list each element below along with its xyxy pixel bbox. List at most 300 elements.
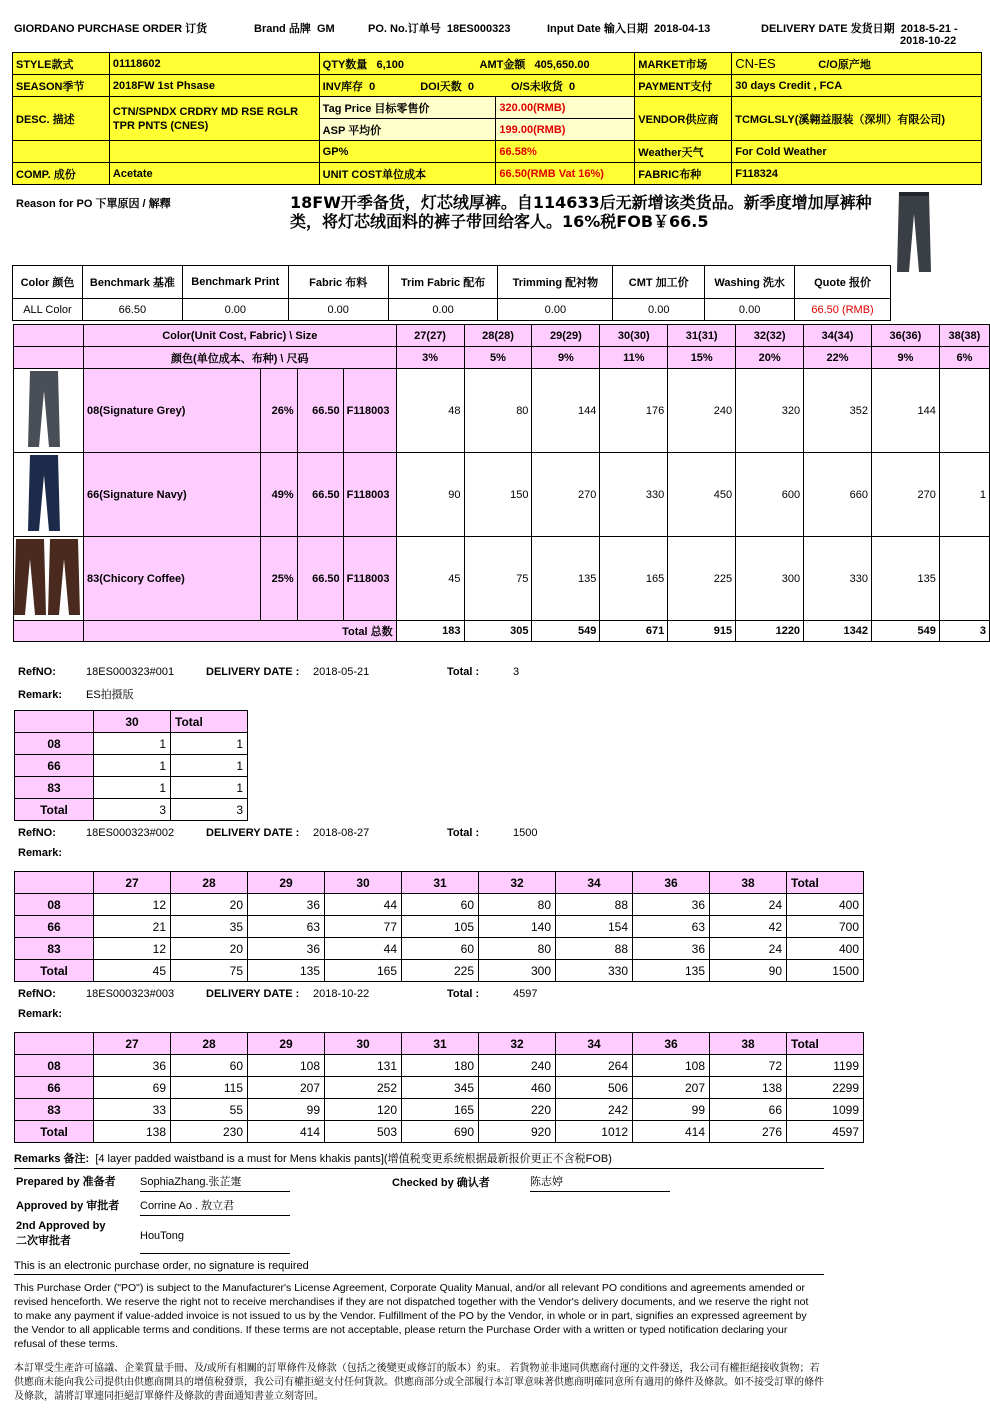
delivery-col-header: 32 bbox=[479, 1033, 556, 1055]
delivery-qty-cell: 66 bbox=[710, 1099, 787, 1121]
size-qty-cell: 176 bbox=[600, 369, 668, 453]
delivery-qty-cell: 1099 bbox=[787, 1099, 864, 1121]
delivery-qty-cell: 90 bbox=[710, 960, 787, 982]
brand-label: Brand 品牌 bbox=[254, 23, 311, 35]
delivery-row-label: 83 bbox=[15, 777, 94, 799]
delivery-qty-cell: 207 bbox=[633, 1077, 710, 1099]
size-header-cell: 30(30) bbox=[600, 325, 668, 347]
delivery-row bbox=[15, 1099, 864, 1121]
input-date-label: Input Date 输入日期 bbox=[547, 23, 648, 35]
cost-header-cell: CMT 加工价 bbox=[613, 266, 705, 299]
pant-image-icon bbox=[14, 369, 82, 449]
delivery-total-value: 4597 bbox=[513, 988, 538, 1000]
delivery-qty-cell: 42 bbox=[710, 916, 787, 938]
delivery-col-header: Total bbox=[171, 711, 248, 733]
delivery-col-header: 29 bbox=[248, 872, 325, 894]
reason-text: 18FW开季备货，灯芯绒厚裤。自114633后无新增该类货品。新季度增加厚裤种类，将灯芯绒面料的裤子带回给客人。16%税FOB￥66.5 bbox=[290, 193, 872, 231]
qty-label: QTY数量 bbox=[322, 58, 368, 71]
weather-value: For Cold Weather bbox=[732, 141, 982, 163]
delivery-col-header: 30 bbox=[325, 872, 402, 894]
color-name: 08(Signature Grey) bbox=[83, 369, 260, 453]
ratio-header-cell: 5% bbox=[464, 347, 532, 369]
ratio-header-cell: 9% bbox=[532, 347, 600, 369]
delivery-qty-cell: 138 bbox=[94, 1121, 171, 1143]
season-label: SEASON季节 bbox=[13, 75, 110, 97]
size-qty-cell: 1 bbox=[939, 453, 989, 537]
color-unit-cost: 66.50 bbox=[297, 369, 343, 453]
delivery-qty-cell: 1 bbox=[94, 755, 171, 777]
delivery-qty-cell: 154 bbox=[556, 916, 633, 938]
cost-header-cell: Washing 洗水 bbox=[705, 266, 795, 299]
delivery-row-label: Total bbox=[15, 1121, 94, 1143]
delivery-qty-cell: 276 bbox=[710, 1121, 787, 1143]
ref-label: RefNO: bbox=[18, 666, 56, 678]
ref-value: 18ES000323#002 bbox=[86, 827, 175, 839]
market-value: CN-ES bbox=[735, 55, 776, 71]
vendor-value: TCMGLSLY(溪翱益服装（深圳）有限公司) bbox=[732, 97, 982, 141]
delivery-qty-cell: 108 bbox=[633, 1055, 710, 1077]
amt-value: 405,650.00 bbox=[534, 58, 590, 71]
delivery-qty-cell: 99 bbox=[633, 1099, 710, 1121]
delivery-qty-cell: 165 bbox=[402, 1099, 479, 1121]
payment-value: 30 days Credit , FCA bbox=[732, 75, 982, 97]
delivery-col-header: 34 bbox=[556, 872, 633, 894]
comp-value: Acetate bbox=[109, 163, 319, 185]
corner-cell bbox=[15, 1033, 94, 1055]
season-value: 2018FW 1st Phsase bbox=[109, 75, 319, 97]
delivery-total-label: Total : bbox=[447, 827, 480, 839]
delivery-row bbox=[15, 777, 248, 799]
delivery-qty-cell: 700 bbox=[787, 916, 864, 938]
delivery-date-value: 2018-05-21 bbox=[313, 666, 370, 678]
delivery-qty-cell: 55 bbox=[171, 1099, 248, 1121]
total-label: Total 总数 bbox=[83, 621, 396, 642]
color-percent: 25% bbox=[260, 537, 297, 621]
delivery-qty-cell: 44 bbox=[325, 938, 402, 960]
delivery-row bbox=[15, 1121, 864, 1143]
delivery-header bbox=[18, 988, 618, 1000]
delivery-size-table bbox=[14, 710, 248, 821]
delivery-qty-cell: 20 bbox=[171, 894, 248, 916]
total-pink-cell bbox=[14, 621, 84, 642]
delivery-qty-cell: 36 bbox=[94, 1055, 171, 1077]
total-cell: 3 bbox=[939, 621, 989, 642]
pant-image-icon bbox=[14, 537, 82, 617]
os-value: 0 bbox=[569, 80, 576, 93]
pant-image-cell bbox=[14, 453, 84, 537]
size-qty-cell: 135 bbox=[871, 537, 939, 621]
remark-label: Remark: bbox=[18, 1008, 63, 1020]
delivery-qty-cell: 460 bbox=[479, 1077, 556, 1099]
delivery-row-label: 66 bbox=[15, 755, 94, 777]
delivery-qty-cell: 12 bbox=[94, 938, 171, 960]
unit-cost-value: 66.50(RMB Vat 16%) bbox=[496, 163, 635, 185]
delivery-row bbox=[15, 755, 248, 777]
remark-row bbox=[18, 686, 134, 702]
color-percent: 26% bbox=[260, 369, 297, 453]
delivery-qty-cell: 1500 bbox=[787, 960, 864, 982]
prepared-label: Prepared by 准备者 bbox=[16, 1176, 116, 1188]
delivery-size-table bbox=[14, 871, 864, 982]
delivery-date-start: 2018-5-21 - bbox=[900, 23, 958, 35]
delivery-date-field bbox=[761, 20, 958, 36]
delivery-row-label: 83 bbox=[15, 1099, 94, 1121]
tag-price-value: 320.00(RMB) bbox=[496, 97, 635, 119]
cost-breakdown-table bbox=[12, 265, 891, 321]
doi-value: 0 bbox=[467, 80, 475, 93]
remark-row bbox=[18, 847, 86, 859]
size-qty-cell: 48 bbox=[396, 369, 464, 453]
delivery-qty-cell: 414 bbox=[633, 1121, 710, 1143]
size-header-cell: 38(38) bbox=[939, 325, 989, 347]
delivery-qty-cell: 80 bbox=[479, 938, 556, 960]
color-row bbox=[14, 537, 990, 621]
delivery-qty-cell: 12 bbox=[94, 894, 171, 916]
remarks-label: Remarks 备注: bbox=[14, 1153, 90, 1165]
delivery-qty-cell: 99 bbox=[248, 1099, 325, 1121]
delivery-header-row bbox=[15, 1033, 864, 1055]
prepared-value: SophiaZhang.张芷寁 bbox=[140, 1173, 290, 1192]
delivery-date-label: DELIVERY DATE : bbox=[206, 666, 300, 678]
delivery-col-header: 28 bbox=[171, 872, 248, 894]
delivery-qty-cell: 60 bbox=[402, 938, 479, 960]
asp-value: 199.00(RMB) bbox=[496, 119, 635, 141]
size-qty-cell: 135 bbox=[532, 537, 600, 621]
size-qty-cell: 150 bbox=[464, 453, 532, 537]
delivery-qty-cell: 80 bbox=[479, 894, 556, 916]
size-qty-cell: 165 bbox=[600, 537, 668, 621]
delivery-col-header: 31 bbox=[402, 872, 479, 894]
delivery-qty-cell: 63 bbox=[248, 916, 325, 938]
delivery-qty-cell: 180 bbox=[402, 1055, 479, 1077]
delivery-qty-cell: 225 bbox=[402, 960, 479, 982]
approved2-label bbox=[16, 1220, 105, 1248]
size-qty-cell: 600 bbox=[736, 453, 804, 537]
delivery-qty-cell: 75 bbox=[171, 960, 248, 982]
qty-value: 6,100 bbox=[376, 58, 404, 71]
delivery-qty-cell: 230 bbox=[171, 1121, 248, 1143]
delivery-qty-cell: 33 bbox=[94, 1099, 171, 1121]
delivery-header-row bbox=[15, 872, 864, 894]
size-qty-cell bbox=[939, 369, 989, 453]
image-header bbox=[14, 325, 84, 347]
delivery-row bbox=[15, 733, 248, 755]
delivery-col-header: 38 bbox=[710, 872, 787, 894]
delivery-header bbox=[18, 827, 618, 839]
cost-header-cell: Trim Fabric 配布 bbox=[388, 266, 498, 299]
delivery-row bbox=[15, 894, 864, 916]
delivery-qty-cell: 330 bbox=[556, 960, 633, 982]
delivery-qty-cell: 35 bbox=[171, 916, 248, 938]
ref-value: 18ES000323#003 bbox=[86, 988, 175, 1000]
size-header-cell: 28(28) bbox=[464, 325, 532, 347]
delivery-row bbox=[15, 1055, 864, 1077]
delivery-col-header: 27 bbox=[94, 1033, 171, 1055]
delivery-col-header: 28 bbox=[171, 1033, 248, 1055]
total-cell: 305 bbox=[464, 621, 532, 642]
delivery-row bbox=[15, 799, 248, 821]
cost-header-row bbox=[13, 266, 891, 299]
delivery-row-label: 08 bbox=[15, 733, 94, 755]
electronic-notice: This is an electronic purchase order, no signature is required bbox=[14, 1260, 824, 1275]
size-header-cell: 31(31) bbox=[668, 325, 736, 347]
delivery-col-header: Total bbox=[787, 872, 864, 894]
delivery-qty-cell: 88 bbox=[556, 938, 633, 960]
comp-label: COMP. 成份 bbox=[13, 163, 110, 185]
cost-header-cell: Trimming 配衬物 bbox=[498, 266, 613, 299]
delivery-row-label: 66 bbox=[15, 1077, 94, 1099]
delivery-col-header: 31 bbox=[402, 1033, 479, 1055]
delivery-total-label: Total : bbox=[447, 666, 480, 678]
delivery-date-end: 2018-10-22 bbox=[900, 35, 957, 47]
cost-value-cell: 66.50 bbox=[82, 299, 182, 321]
remark-value: ES拍摄版 bbox=[86, 689, 134, 701]
delivery-col-header: 30 bbox=[325, 1033, 402, 1055]
delivery-qty-cell: 63 bbox=[633, 916, 710, 938]
cost-header-cell: Quote 报价 bbox=[795, 266, 891, 299]
unit-cost-label: UNIT COST单位成本 bbox=[319, 163, 496, 185]
delivery-qty-cell: 3 bbox=[171, 799, 248, 821]
main-header-en: Color(Unit Cost, Fabric) \ Size bbox=[83, 325, 396, 347]
cost-value-row bbox=[13, 299, 891, 321]
size-qty-cell: 90 bbox=[396, 453, 464, 537]
delivery-qty-cell: 1 bbox=[94, 777, 171, 799]
cost-header-cell: Fabric 布料 bbox=[288, 266, 388, 299]
delivery-date-label: DELIVERY DATE : bbox=[206, 827, 300, 839]
approved-label: Approved by 审批者 bbox=[16, 1200, 120, 1212]
os-label: O/S未收货 bbox=[510, 80, 563, 93]
remark-row bbox=[18, 1008, 86, 1020]
fabric-label: FABRIC布种 bbox=[635, 163, 732, 185]
color-unit-cost: 66.50 bbox=[297, 453, 343, 537]
delivery-date-value: 2018-10-22 bbox=[313, 988, 370, 1000]
delivery-row-label: 83 bbox=[15, 938, 94, 960]
delivery-qty-cell: 36 bbox=[248, 894, 325, 916]
size-qty-cell: 75 bbox=[464, 537, 532, 621]
ratio-header-cell: 15% bbox=[668, 347, 736, 369]
delivery-qty-cell: 506 bbox=[556, 1077, 633, 1099]
inv-value: 0 bbox=[369, 80, 376, 93]
delivery-qty-cell: 1 bbox=[171, 755, 248, 777]
size-qty-cell bbox=[939, 537, 989, 621]
terms-english: This Purchase Order ("PO") is subject to the Manufacturer's License Agreement, Corporate Quality Manual, and/or all relevant PO conditions and agreements amended or revised henceforth. We reserve the right not to receive merchandises if they are not dispatched together with the Vendor's delivery documents, and we reserve the right not to make any payment if value-added invoice is not issued to us by the Vendor. Fulfillment of the PO by the Vendor, in whole or in part, signifies an expressed agreement by the Vendor to all applicable terms and conditions. If these terms are not acceptable, please return the Purchase Order with a written or typed notification declaring your refusal of these terms. bbox=[14, 1282, 809, 1350]
total-cell: 549 bbox=[871, 621, 939, 642]
brand-field bbox=[254, 20, 335, 36]
blank-cell bbox=[13, 141, 110, 163]
input-date-value: 2018-04-13 bbox=[653, 23, 711, 35]
delivery-qty-cell: 1199 bbox=[787, 1055, 864, 1077]
remarks-value: [4 layer padded waistband is a must for Mens khakis pants](增值税变更系统根据最新报价更正不含税FOB) bbox=[95, 1153, 612, 1165]
blank-cell bbox=[109, 141, 319, 163]
amt-label: AMT金额 bbox=[479, 58, 526, 71]
delivery-qty-cell: 400 bbox=[787, 938, 864, 960]
delivery-qty-cell: 72 bbox=[710, 1055, 787, 1077]
desc-value: CTN/SPNDX CRDRY MD RSE RGLR TPR PNTS (CNES) bbox=[109, 97, 319, 141]
image-header bbox=[14, 347, 84, 369]
desc-label: DESC. 描述 bbox=[13, 97, 110, 141]
color-name: 83(Chicory Coffee) bbox=[83, 537, 260, 621]
delivery-total-label: Total : bbox=[447, 988, 480, 1000]
delivery-col-header: 36 bbox=[633, 1033, 710, 1055]
input-date-field bbox=[547, 20, 710, 36]
delivery-qty-cell: 60 bbox=[171, 1055, 248, 1077]
total-cell: 671 bbox=[600, 621, 668, 642]
delivery-qty-cell: 20 bbox=[171, 938, 248, 960]
delivery-qty-cell: 131 bbox=[325, 1055, 402, 1077]
inv-label: INV库存 bbox=[322, 80, 364, 93]
approved2-label-en: 2nd Approved by bbox=[16, 1220, 106, 1232]
delivery-row-label: 66 bbox=[15, 916, 94, 938]
delivery-qty-cell: 77 bbox=[325, 916, 402, 938]
ratio-header-cell: 9% bbox=[871, 347, 939, 369]
color-fabric: F118003 bbox=[343, 537, 396, 621]
ratio-header-cell: 6% bbox=[939, 347, 989, 369]
delivery-qty-cell: 1 bbox=[171, 733, 248, 755]
delivery-qty-cell: 108 bbox=[248, 1055, 325, 1077]
ref-label: RefNO: bbox=[18, 988, 56, 1000]
delivery-qty-cell: 138 bbox=[710, 1077, 787, 1099]
delivery-qty-cell: 36 bbox=[633, 938, 710, 960]
remarks-row bbox=[14, 1150, 824, 1169]
style-value: 01118602 bbox=[109, 53, 319, 75]
size-qty-cell: 225 bbox=[668, 537, 736, 621]
delivery-qty-cell: 2299 bbox=[787, 1077, 864, 1099]
delivery-col-header: Total bbox=[787, 1033, 864, 1055]
color-fabric: F118003 bbox=[343, 369, 396, 453]
delivery-qty-cell: 88 bbox=[556, 894, 633, 916]
payment-label: PAYMENT支付 bbox=[635, 75, 732, 97]
delivery-qty-cell: 45 bbox=[94, 960, 171, 982]
terms-chinese: 本訂單受生產許可協議、企業質量手冊、及/或所有相關的訂單條件及條款（包括之後變更或修訂的版本）約束。 若貨物並非連同供應商付運的文件發送，我公司有權拒絕接收貨物；若供應商未能向我公司提供由供應商開具的增值稅發票，我公司有權拒絕支付任何貨款。供應商部分或全部履行本訂單意味著供應商明確同意所有適用的條件及條款。如不接受訂單的條件及條款，請將訂單連同拒絕訂單條件及條款的書面通知書並立刻寄回。 bbox=[14, 1363, 824, 1402]
fabric-value: F118324 bbox=[732, 163, 982, 185]
delivery-qty-cell: 300 bbox=[479, 960, 556, 982]
delivery-row-label: Total bbox=[15, 799, 94, 821]
delivery-qty-cell: 345 bbox=[402, 1077, 479, 1099]
delivery-row bbox=[15, 1077, 864, 1099]
checked-value: 陈志婷 bbox=[530, 1173, 670, 1192]
delivery-qty-cell: 503 bbox=[325, 1121, 402, 1143]
gp-value: 66.58% bbox=[496, 141, 635, 163]
delivery-row-label: 08 bbox=[15, 894, 94, 916]
weather-label: Weather天气 bbox=[635, 141, 732, 163]
delivery-qty-cell: 36 bbox=[633, 894, 710, 916]
delivery-header-row bbox=[15, 711, 248, 733]
ratio-header-cell: 11% bbox=[600, 347, 668, 369]
color-percent: 49% bbox=[260, 453, 297, 537]
delivery-row bbox=[15, 916, 864, 938]
size-header-cell: 29(29) bbox=[532, 325, 600, 347]
size-qty-cell: 240 bbox=[668, 369, 736, 453]
size-header-cell: 32(32) bbox=[736, 325, 804, 347]
delivery-col-header: 34 bbox=[556, 1033, 633, 1055]
delivery-date-label: DELIVERY DATE : bbox=[206, 988, 300, 1000]
pant-image-icon bbox=[14, 453, 82, 533]
delivery-qty-cell: 69 bbox=[94, 1077, 171, 1099]
po-number-field bbox=[368, 20, 510, 36]
size-qty-cell: 80 bbox=[464, 369, 532, 453]
size-header-cell: 36(36) bbox=[871, 325, 939, 347]
cost-value-cell: 66.50 (RMB) bbox=[795, 299, 891, 321]
cost-header-cell: Benchmark 基准 bbox=[82, 266, 182, 299]
total-cell: 1342 bbox=[804, 621, 872, 642]
pant-image-cell bbox=[14, 537, 84, 621]
remark-label: Remark: bbox=[18, 689, 63, 701]
checked-label: Checked by 确认者 bbox=[392, 1177, 490, 1189]
delivery-qty-cell: 242 bbox=[556, 1099, 633, 1121]
ref-label: RefNO: bbox=[18, 827, 56, 839]
color-name: 66(Signature Navy) bbox=[83, 453, 260, 537]
market-label: MARKET市场 bbox=[635, 53, 732, 75]
delivery-qty-cell: 207 bbox=[248, 1077, 325, 1099]
size-qty-cell: 270 bbox=[871, 453, 939, 537]
size-qty-cell: 330 bbox=[600, 453, 668, 537]
market-cell bbox=[732, 53, 982, 75]
total-cell: 915 bbox=[668, 621, 736, 642]
delivery-col-header: 36 bbox=[633, 872, 710, 894]
delivery-header bbox=[18, 666, 618, 678]
delivery-qty-cell: 135 bbox=[248, 960, 325, 982]
doi-label: DOI天数 bbox=[420, 80, 462, 93]
delivery-qty-cell: 140 bbox=[479, 916, 556, 938]
delivery-total-value: 3 bbox=[513, 666, 520, 678]
delivery-qty-cell: 3 bbox=[94, 799, 171, 821]
size-header-cell: 34(34) bbox=[804, 325, 872, 347]
delivery-date-value: 2018-08-27 bbox=[313, 827, 370, 839]
delivery-row-label: 08 bbox=[15, 1055, 94, 1077]
delivery-qty-cell: 690 bbox=[402, 1121, 479, 1143]
po-label: PO. No.订单号 bbox=[368, 23, 441, 35]
color-row bbox=[14, 453, 990, 537]
inventory-cell bbox=[319, 75, 635, 97]
corner-cell bbox=[15, 872, 94, 894]
size-qty-cell: 144 bbox=[871, 369, 939, 453]
delivery-qty-cell: 24 bbox=[710, 938, 787, 960]
cost-value-cell: 0.00 bbox=[388, 299, 498, 321]
delivery-qty-cell: 920 bbox=[479, 1121, 556, 1143]
pant-image-cell bbox=[14, 369, 84, 453]
delivery-qty-cell: 400 bbox=[787, 894, 864, 916]
ratio-header-cell: 20% bbox=[736, 347, 804, 369]
company-title: GIORDANO PURCHASE ORDER 订货 bbox=[14, 23, 208, 35]
delivery-qty-cell: 36 bbox=[248, 938, 325, 960]
ratio-header-cell: 3% bbox=[396, 347, 464, 369]
delivery-qty-cell: 115 bbox=[171, 1077, 248, 1099]
size-qty-cell: 660 bbox=[804, 453, 872, 537]
size-qty-cell: 352 bbox=[804, 369, 872, 453]
delivery-col-header: 27 bbox=[94, 872, 171, 894]
delivery-qty-cell: 105 bbox=[402, 916, 479, 938]
cost-value-cell: 0.00 bbox=[705, 299, 795, 321]
cost-header-cell: Color 颜色 bbox=[13, 266, 83, 299]
total-cell: 1220 bbox=[736, 621, 804, 642]
delivery-qty-cell: 165 bbox=[325, 960, 402, 982]
delivery-qty-cell: 44 bbox=[325, 894, 402, 916]
delivery-col-header: 38 bbox=[710, 1033, 787, 1055]
approved2-value: HouTong bbox=[140, 1230, 290, 1254]
size-qty-cell: 450 bbox=[668, 453, 736, 537]
size-qty-cell: 45 bbox=[396, 537, 464, 621]
delivery-qty-cell: 240 bbox=[479, 1055, 556, 1077]
total-cell: 549 bbox=[532, 621, 600, 642]
main-total-row bbox=[14, 621, 990, 642]
color-unit-cost: 66.50 bbox=[297, 537, 343, 621]
delivery-qty-cell: 21 bbox=[94, 916, 171, 938]
delivery-row bbox=[15, 938, 864, 960]
cost-header-cell: Benchmark Print bbox=[182, 266, 288, 299]
delivery-qty-cell: 220 bbox=[479, 1099, 556, 1121]
size-qty-cell: 300 bbox=[736, 537, 804, 621]
size-header-cell: 27(27) bbox=[396, 325, 464, 347]
